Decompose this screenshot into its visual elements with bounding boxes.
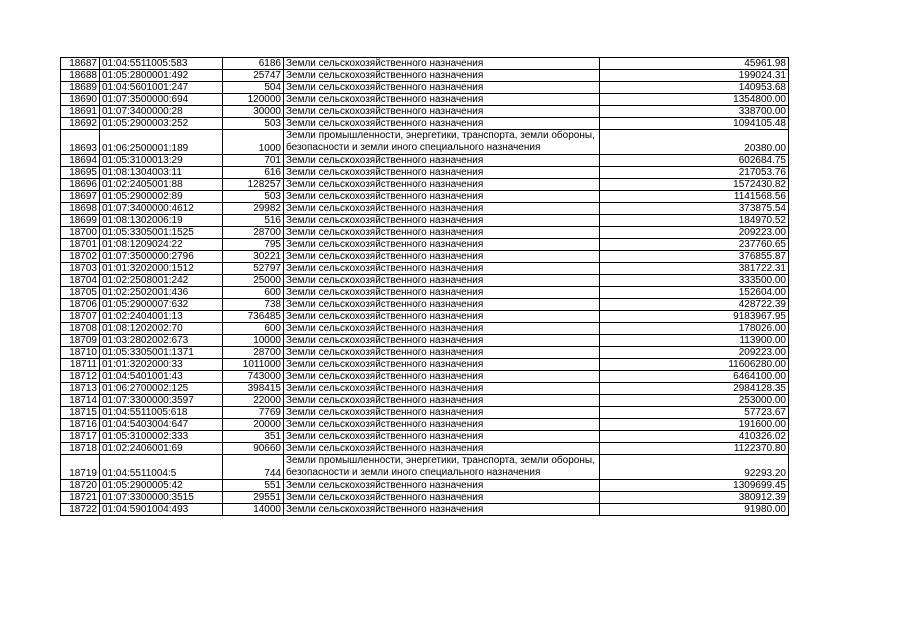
- land-category-cell: Земли сельскохозяйственного назначения: [284, 191, 600, 203]
- land-category-cell: Земли сельскохозяйственного назначения: [284, 431, 600, 443]
- land-category-cell: Земли сельскохозяйственного назначения: [284, 203, 600, 215]
- land-category-cell: Земли сельскохозяйственного назначения: [284, 480, 600, 492]
- table-row: [61, 431, 789, 443]
- row-number-cell: 18717: [61, 431, 100, 443]
- cadastral-value-cell: 1122370.80: [600, 443, 789, 455]
- cadastral-value-cell: 57723.67: [600, 407, 789, 419]
- row-number-cell: 18694: [61, 155, 100, 167]
- cadastral-value-cell: 184970.52: [600, 215, 789, 227]
- row-number-cell: 18706: [61, 299, 100, 311]
- cadastral-value-cell: 140953.68: [600, 82, 789, 94]
- cadastral-number-cell: 01:02:2508001:242: [100, 275, 223, 287]
- table-row: [61, 251, 789, 263]
- area-cell: 29982: [223, 203, 284, 215]
- cadastral-number-cell: 01:05:3100013:29: [100, 155, 223, 167]
- area-cell: 6186: [223, 58, 284, 70]
- cadastral-value-cell: 1094105.48: [600, 118, 789, 130]
- land-category-cell: Земли сельскохозяйственного назначения: [284, 299, 600, 311]
- cadastral-number-cell: 01:04:5511005:618: [100, 407, 223, 419]
- cadastral-number-cell: 01:07:3500000:694: [100, 94, 223, 106]
- row-number-cell: 18704: [61, 275, 100, 287]
- row-number-cell: 18687: [61, 58, 100, 70]
- area-cell: 600: [223, 323, 284, 335]
- area-cell: 503: [223, 191, 284, 203]
- row-number-cell: 18699: [61, 215, 100, 227]
- row-number-cell: 18700: [61, 227, 100, 239]
- row-number-cell: 18697: [61, 191, 100, 203]
- cadastral-value-cell: 191600.00: [600, 419, 789, 431]
- cadastral-number-cell: 01:05:2900007:632: [100, 299, 223, 311]
- table-row: [61, 58, 789, 70]
- land-category-cell: Земли сельскохозяйственного назначения: [284, 335, 600, 347]
- row-number-cell: 18702: [61, 251, 100, 263]
- area-cell: 503: [223, 118, 284, 130]
- land-category-cell: Земли сельскохозяйственного назначения: [284, 383, 600, 395]
- land-category-cell: Земли сельскохозяйственного назначения: [284, 395, 600, 407]
- table-row: [61, 299, 789, 311]
- land-category-cell: Земли сельскохозяйственного назначения: [284, 215, 600, 227]
- cadastral-value-cell: 20380.00: [600, 130, 789, 155]
- row-number-cell: 18698: [61, 203, 100, 215]
- land-category-cell: Земли сельскохозяйственного назначения: [284, 287, 600, 299]
- area-cell: 701: [223, 155, 284, 167]
- area-cell: 25747: [223, 70, 284, 82]
- cadastral-value-cell: 6464100.00: [600, 371, 789, 383]
- area-cell: 795: [223, 239, 284, 251]
- cadastral-number-cell: 01:01:3202000:33: [100, 359, 223, 371]
- row-number-cell: 18705: [61, 287, 100, 299]
- table-row: [61, 106, 789, 118]
- table-row: [61, 130, 789, 155]
- land-category-cell: Земли сельскохозяйственного назначения: [284, 82, 600, 94]
- land-category-cell: Земли сельскохозяйственного назначения: [284, 106, 600, 118]
- area-cell: 120000: [223, 94, 284, 106]
- cadastral-value-cell: 373875.54: [600, 203, 789, 215]
- area-cell: 22000: [223, 395, 284, 407]
- table-row: [61, 227, 789, 239]
- table-row: [61, 94, 789, 106]
- cadastral-number-cell: 01:05:3100002:333: [100, 431, 223, 443]
- area-cell: 20000: [223, 419, 284, 431]
- land-category-cell: Земли сельскохозяйственного назначения: [284, 323, 600, 335]
- table-row: [61, 203, 789, 215]
- table-row: [61, 191, 789, 203]
- land-category-cell: Земли сельскохозяйственного назначения: [284, 443, 600, 455]
- row-number-cell: 18721: [61, 492, 100, 504]
- land-category-cell: Земли сельскохозяйственного назначения: [284, 227, 600, 239]
- area-cell: 351: [223, 431, 284, 443]
- area-cell: 128257: [223, 179, 284, 191]
- cadastral-value-cell: 602684.75: [600, 155, 789, 167]
- table-row: [61, 395, 789, 407]
- area-cell: 10000: [223, 335, 284, 347]
- area-cell: 600: [223, 287, 284, 299]
- land-category-cell: Земли сельскохозяйственного назначения: [284, 419, 600, 431]
- cadastral-value-cell: 1141568.56: [600, 191, 789, 203]
- cadastral-number-cell: 01:04:5401001:43: [100, 371, 223, 383]
- area-cell: 744: [223, 455, 284, 480]
- cadastral-value-cell: 1354800.00: [600, 94, 789, 106]
- row-number-cell: 18709: [61, 335, 100, 347]
- cadastral-value-cell: 9183967.95: [600, 311, 789, 323]
- cadastral-number-cell: 01:08:1209024:22: [100, 239, 223, 251]
- cadastral-value-cell: 2984128.35: [600, 383, 789, 395]
- cadastral-value-cell: 178026.00: [600, 323, 789, 335]
- cadastral-number-cell: 01:07:3400000:28: [100, 106, 223, 118]
- row-number-cell: 18708: [61, 323, 100, 335]
- row-number-cell: 18701: [61, 239, 100, 251]
- land-category-cell: Земли сельскохозяйственного назначения: [284, 118, 600, 130]
- area-cell: 743000: [223, 371, 284, 383]
- cadastral-value-cell: 376855.87: [600, 251, 789, 263]
- area-cell: 14000: [223, 504, 284, 516]
- area-cell: 738: [223, 299, 284, 311]
- area-cell: 1011000: [223, 359, 284, 371]
- land-category-cell: Земли сельскохозяйственного назначения: [284, 263, 600, 275]
- area-cell: 1000: [223, 130, 284, 155]
- land-category-cell: Земли сельскохозяйственного назначения: [284, 179, 600, 191]
- cadastral-value-cell: 199024.31: [600, 70, 789, 82]
- row-number-cell: 18689: [61, 82, 100, 94]
- cadastral-number-cell: 01:05:2900002:89: [100, 191, 223, 203]
- cadastral-value-cell: 113900.00: [600, 335, 789, 347]
- row-number-cell: 18692: [61, 118, 100, 130]
- cadastral-value-cell: 428722.39: [600, 299, 789, 311]
- cadastral-value-cell: 92293.20: [600, 455, 789, 480]
- row-number-cell: 18716: [61, 419, 100, 431]
- cadastral-number-cell: 01:08:1304003:11: [100, 167, 223, 179]
- cadastral-number-cell: 01:05:2800001:492: [100, 70, 223, 82]
- table-row: [61, 311, 789, 323]
- area-cell: 52797: [223, 263, 284, 275]
- row-number-cell: 18715: [61, 407, 100, 419]
- cadastral-value-cell: 45961.98: [600, 58, 789, 70]
- table-row: [61, 480, 789, 492]
- table-row: [61, 335, 789, 347]
- area-cell: 551: [223, 480, 284, 492]
- table-row: [61, 419, 789, 431]
- table-body: [61, 58, 789, 516]
- table-row: [61, 263, 789, 275]
- table-row: [61, 118, 789, 130]
- land-category-cell: Земли сельскохозяйственного назначения: [284, 94, 600, 106]
- row-number-cell: 18690: [61, 94, 100, 106]
- area-cell: 736485: [223, 311, 284, 323]
- cadastral-number-cell: 01:05:3305001:1371: [100, 347, 223, 359]
- cadastral-number-cell: 01:02:2404001:13: [100, 311, 223, 323]
- cadastral-number-cell: 01:05:2900003:252: [100, 118, 223, 130]
- area-cell: 90660: [223, 443, 284, 455]
- area-cell: 616: [223, 167, 284, 179]
- land-category-cell: Земли сельскохозяйственного назначения: [284, 359, 600, 371]
- cadastral-number-cell: 01:07:3300000:3597: [100, 395, 223, 407]
- row-number-cell: 18720: [61, 480, 100, 492]
- area-cell: 516: [223, 215, 284, 227]
- table-row: [61, 275, 789, 287]
- cadastral-value-cell: 209223.00: [600, 227, 789, 239]
- land-category-cell: Земли сельскохозяйственного назначения: [284, 504, 600, 516]
- area-cell: 25000: [223, 275, 284, 287]
- cadastral-number-cell: 01:04:5511004:5: [100, 455, 223, 480]
- cadastral-number-cell: 01:01:3202000:1512: [100, 263, 223, 275]
- land-category-cell: Земли сельскохозяйственного назначения: [284, 167, 600, 179]
- cadastral-value-cell: 1572430.82: [600, 179, 789, 191]
- table-row: [61, 179, 789, 191]
- cadastral-value-cell: 217053.76: [600, 167, 789, 179]
- row-number-cell: 18707: [61, 311, 100, 323]
- cadastral-value-cell: 237760.65: [600, 239, 789, 251]
- cadastral-value-cell: 1309699.45: [600, 480, 789, 492]
- table-row: [61, 287, 789, 299]
- land-category-cell: Земли промышленности, энергетики, транспорта, земли обороны, безопасности и земли иного специального назначения: [284, 130, 600, 155]
- cadastral-value-cell: 91980.00: [600, 504, 789, 516]
- cadastral-value-cell: 152604.00: [600, 287, 789, 299]
- table-row: [61, 215, 789, 227]
- cadastral-value-cell: 11606280.00: [600, 359, 789, 371]
- cadastral-number-cell: 01:02:2406001:69: [100, 443, 223, 455]
- table-row: [61, 347, 789, 359]
- row-number-cell: 18695: [61, 167, 100, 179]
- cadastral-number-cell: 01:06:2700002:125: [100, 383, 223, 395]
- land-category-cell: Земли сельскохозяйственного назначения: [284, 407, 600, 419]
- cadastral-number-cell: 01:03:2802002:673: [100, 335, 223, 347]
- cadastral-number-cell: 01:07:3300000:3515: [100, 492, 223, 504]
- land-category-cell: Земли сельскохозяйственного назначения: [284, 371, 600, 383]
- row-number-cell: 18710: [61, 347, 100, 359]
- cadastral-number-cell: 01:04:5601001:247: [100, 82, 223, 94]
- cadastral-value-cell: 410326.02: [600, 431, 789, 443]
- cadastral-number-cell: 01:02:2405001:88: [100, 179, 223, 191]
- table-row: [61, 383, 789, 395]
- land-category-cell: Земли сельскохозяйственного назначения: [284, 70, 600, 82]
- area-cell: 30000: [223, 106, 284, 118]
- cadastral-number-cell: 01:06:2500001:189: [100, 130, 223, 155]
- land-category-cell: Земли сельскохозяйственного назначения: [284, 58, 600, 70]
- cadastral-number-cell: 01:08:1302006:19: [100, 215, 223, 227]
- row-number-cell: 18714: [61, 395, 100, 407]
- land-category-cell: Земли сельскохозяйственного назначения: [284, 155, 600, 167]
- land-register-table: [60, 57, 789, 516]
- table-row: [61, 492, 789, 504]
- cadastral-value-cell: 338700.00: [600, 106, 789, 118]
- land-category-cell: Земли сельскохозяйственного назначения: [284, 492, 600, 504]
- cadastral-number-cell: 01:04:5403004:647: [100, 419, 223, 431]
- row-number-cell: 18719: [61, 455, 100, 480]
- row-number-cell: 18722: [61, 504, 100, 516]
- cadastral-value-cell: 209223.00: [600, 347, 789, 359]
- table-row: [61, 455, 789, 480]
- table-row: [61, 371, 789, 383]
- table-row: [61, 407, 789, 419]
- table-row: [61, 70, 789, 82]
- area-cell: 398415: [223, 383, 284, 395]
- cadastral-number-cell: 01:05:3305001:1525: [100, 227, 223, 239]
- area-cell: 7769: [223, 407, 284, 419]
- table-row: [61, 82, 789, 94]
- table-row: [61, 443, 789, 455]
- area-cell: 28700: [223, 347, 284, 359]
- cadastral-number-cell: 01:04:5511005:583: [100, 58, 223, 70]
- area-cell: 504: [223, 82, 284, 94]
- row-number-cell: 18711: [61, 359, 100, 371]
- land-category-cell: Земли сельскохозяйственного назначения: [284, 239, 600, 251]
- land-category-cell: Земли промышленности, энергетики, транспорта, земли обороны, безопасности и земли иного специального назначения: [284, 455, 600, 480]
- cadastral-number-cell: 01:04:5901004:493: [100, 504, 223, 516]
- cadastral-number-cell: 01:07:3500000:2796: [100, 251, 223, 263]
- row-number-cell: 18696: [61, 179, 100, 191]
- cadastral-value-cell: 380912.39: [600, 492, 789, 504]
- land-category-cell: Земли сельскохозяйственного назначения: [284, 311, 600, 323]
- cadastral-value-cell: 253000.00: [600, 395, 789, 407]
- cadastral-value-cell: 381722.31: [600, 263, 789, 275]
- row-number-cell: 18688: [61, 70, 100, 82]
- row-number-cell: 18703: [61, 263, 100, 275]
- row-number-cell: 18691: [61, 106, 100, 118]
- table-row: [61, 239, 789, 251]
- table-row: [61, 359, 789, 371]
- cadastral-value-cell: 333500.00: [600, 275, 789, 287]
- row-number-cell: 18693: [61, 130, 100, 155]
- area-cell: 30221: [223, 251, 284, 263]
- table-row: [61, 167, 789, 179]
- land-category-cell: Земли сельскохозяйственного назначения: [284, 347, 600, 359]
- area-cell: 28700: [223, 227, 284, 239]
- table-row: [61, 155, 789, 167]
- land-category-cell: Земли сельскохозяйственного назначения: [284, 275, 600, 287]
- table-row: [61, 504, 789, 516]
- cadastral-number-cell: 01:08:1202002:70: [100, 323, 223, 335]
- table-row: [61, 323, 789, 335]
- cadastral-number-cell: 01:07:3400000:4612: [100, 203, 223, 215]
- row-number-cell: 18712: [61, 371, 100, 383]
- row-number-cell: 18718: [61, 443, 100, 455]
- cadastral-number-cell: 01:05:2900005:42: [100, 480, 223, 492]
- cadastral-number-cell: 01:02:2502001:436: [100, 287, 223, 299]
- land-category-cell: Земли сельскохозяйственного назначения: [284, 251, 600, 263]
- area-cell: 29551: [223, 492, 284, 504]
- row-number-cell: 18713: [61, 383, 100, 395]
